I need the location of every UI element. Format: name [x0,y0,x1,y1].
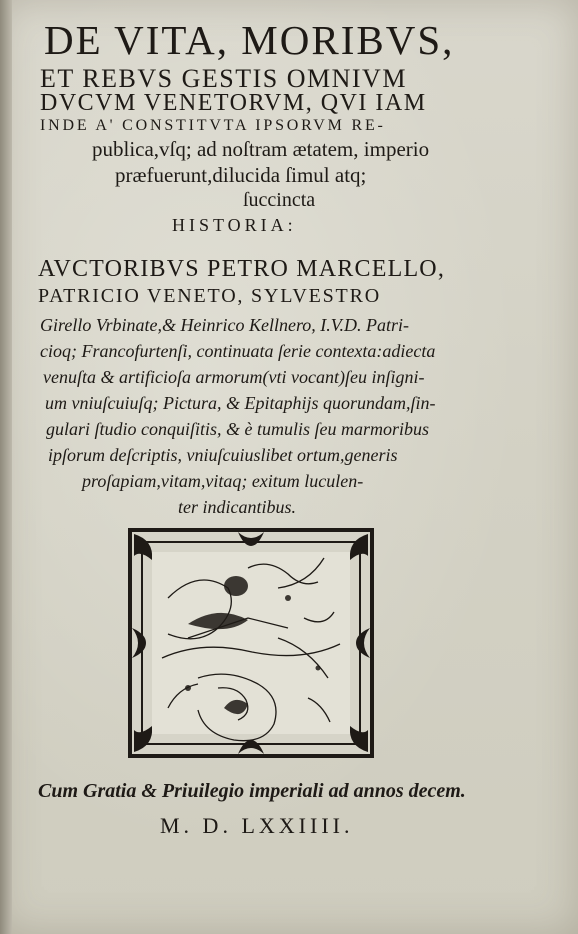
body-line-5: gulari ſtudio conquiſitis, & è tumulis ſeu marmoribus [46,419,430,439]
book-gutter [0,0,12,934]
title-line-3: DVCVM VENETORVM, QVI IAM [40,90,427,116]
body-line-7: proſapiam,vitam,vitaq; exitum luculen- [82,471,364,491]
title-line-2: ET REBVS GESTIS OMNIVM [40,64,407,93]
authors-line-1: AVCTORIBVS PETRO MARCELLO, [38,256,446,282]
title-line-7: ſuccincta [243,189,316,211]
title-line-1: DE VITA, MORIBVS, [44,17,455,63]
woodcut-printer-device-icon [128,528,374,758]
publication-date: M. D. LXXIIII. [160,813,354,838]
privilege-statement: Cum Gratia & Priuilegio imperiali ad annos decem. [38,780,466,802]
body-line-8: ter indicantibus. [178,497,296,517]
body-line-2: cioq; Francofurtenſi, continuata ſerie contexta:adiecta [40,341,436,361]
title-line-6: præfuerunt,dilucida ſimul atq; [115,163,367,187]
title-historia: HISTORIA: [172,215,297,235]
body-line-4: um vniuſcuiuſq; Pictura, & Epitaphijs quorundam,ſin- [45,393,436,413]
title-line-4: INDE A' CONSTITVTA IPSORVM RE- [40,117,386,134]
title-line-5: publica,vſq; ad noſtram ætatem, imperio [92,137,430,161]
authors-line-2: PATRICIO VENETO, SYLVESTRO [38,285,381,307]
body-line-1: Girello Vrbinate,& Heinrico Kellnero, I.V.D. Patri- [40,315,409,335]
body-line-3: venuſta & artificioſa armorum(vti vocant)ſeu inſigni- [43,367,425,387]
body-line-6: ipſorum deſcriptis, vniuſcuiuslibet ortum,generis [48,445,398,465]
